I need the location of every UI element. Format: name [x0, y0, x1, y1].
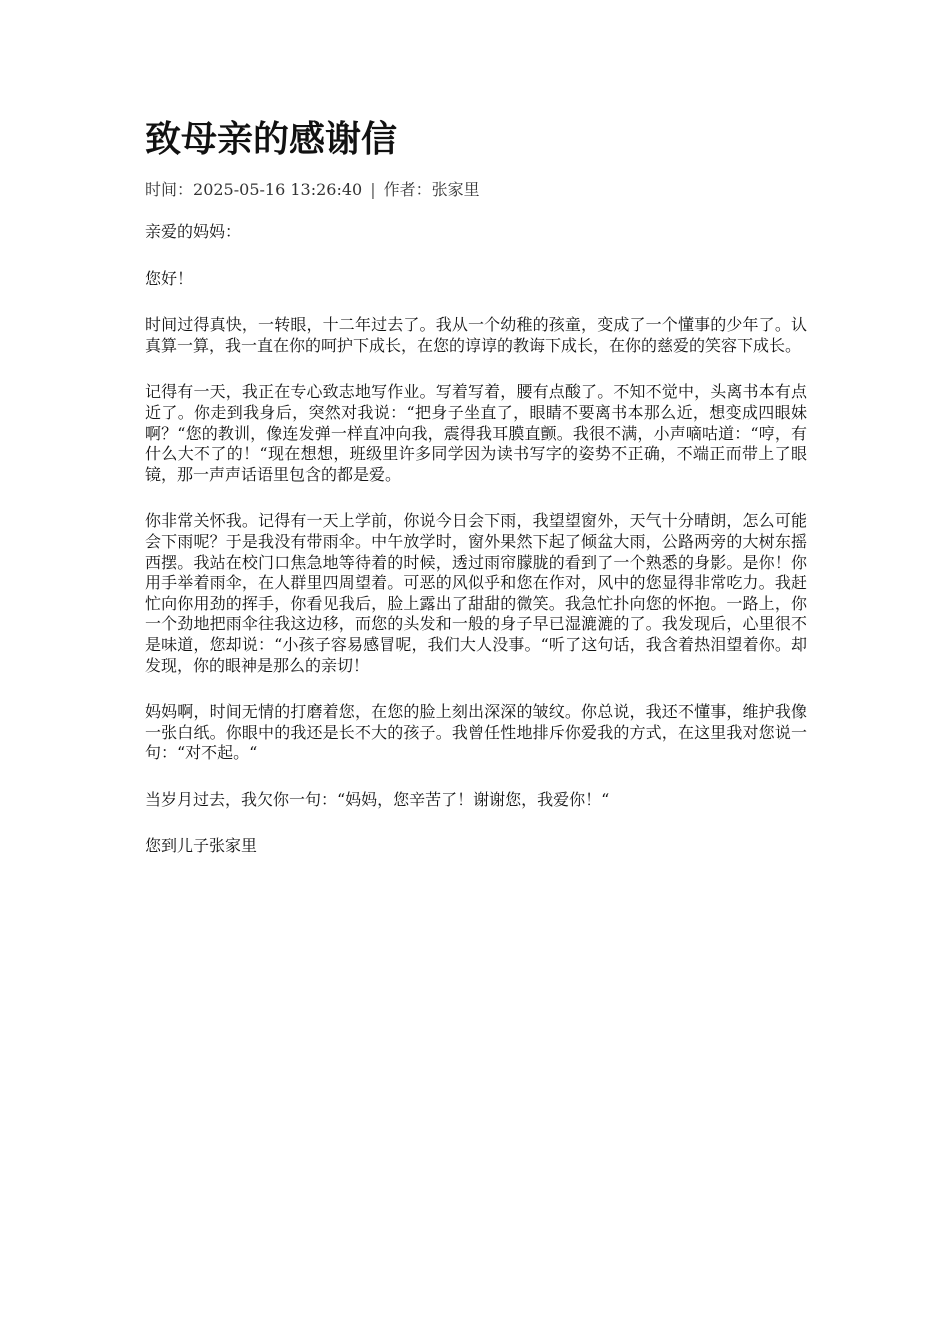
body-paragraph: 妈妈啊，时间无情的打磨着您，在您的脸上刻出深深的皱纹。你总说，我还不懂事，维护我像一张白纸。你眼中的我还是长不大的孩子。我曾任性地排斥你爱我的方式，在这里我对您说一句：“对不起。“ — [145, 702, 807, 763]
meta-separator: | — [370, 180, 376, 199]
body-paragraph: 记得有一天，我正在专心致志地写作业。写着写着，腰有点酸了。不知不觉中，头离书本有点近了。你走到我身后，突然对我说：“把身子坐直了，眼睛不要离书本那么近，想变成四眼妹啊？“您的教训，像连发弹一样直冲向我，震得我耳膜直颤。我很不满，小声嘀咕道：“哼，有什么大不了的！“现在想想，班级里许多同学因为读书写字的姿势不正确，不端正而带上了眼镜，那一声声话语里包含的都是爱。 — [145, 382, 807, 484]
time-value: 2025-05-16 13:26:40 — [193, 180, 363, 199]
time-label: 时间： — [145, 180, 194, 199]
salutation: 您好！ — [145, 268, 194, 288]
body-paragraph: 时间过得真快，一转眼，十二年过去了。我从一个幼稚的孩童，变成了一个懂事的少年了。认真算一算，我一直在你的呵护下成长，在您的谆谆的教诲下成长，在你的慈爱的笑容下成长。 — [145, 315, 807, 355]
article-meta — [145, 178, 807, 202]
author-value: 张家里 — [431, 180, 480, 199]
article-title: 致母亲的感谢信 — [145, 119, 398, 160]
greeting: 亲爱的妈妈： — [145, 222, 242, 241]
body-paragraph: 你非常关怀我。记得有一天上学前，你说今日会下雨，我望望窗外，天气十分晴朗，怎么可能会下雨呢？于是我没有带雨伞。中午放学时，窗外果然下起了倾盆大雨，公路两旁的大树东摇西摆。我站在校门口焦急地等待着的时候，透过雨帘朦胧的看到了一个熟悉的身影。是你！你用手举着雨伞，在人群里四周望着。可恶的风似乎和您在作对，风中的您显得非常吃力。我赶忙向你用劲的挥手，你看见我后，脸上露出了甜甜的微笑。我急忙扑向您的怀抱。一路上，你一个劲地把雨伞往我这边移，而您的头发和一般的身子早已湿漉漉的了。我发现后，心里很不是味道，您却说：“小孩子容易感冒呢，我们大人没事。“听了这句话，我含着热泪望着你。却发现，你的眼神是那么的亲切！ — [145, 511, 807, 675]
signature: 您到儿子张家里 — [145, 836, 258, 856]
author-label: 作者： — [383, 180, 432, 199]
closing-paragraph: 当岁月过去，我欠你一句：“妈妈，您辛苦了！谢谢您，我爱你！“ — [145, 789, 610, 809]
article — [145, 112, 807, 883]
